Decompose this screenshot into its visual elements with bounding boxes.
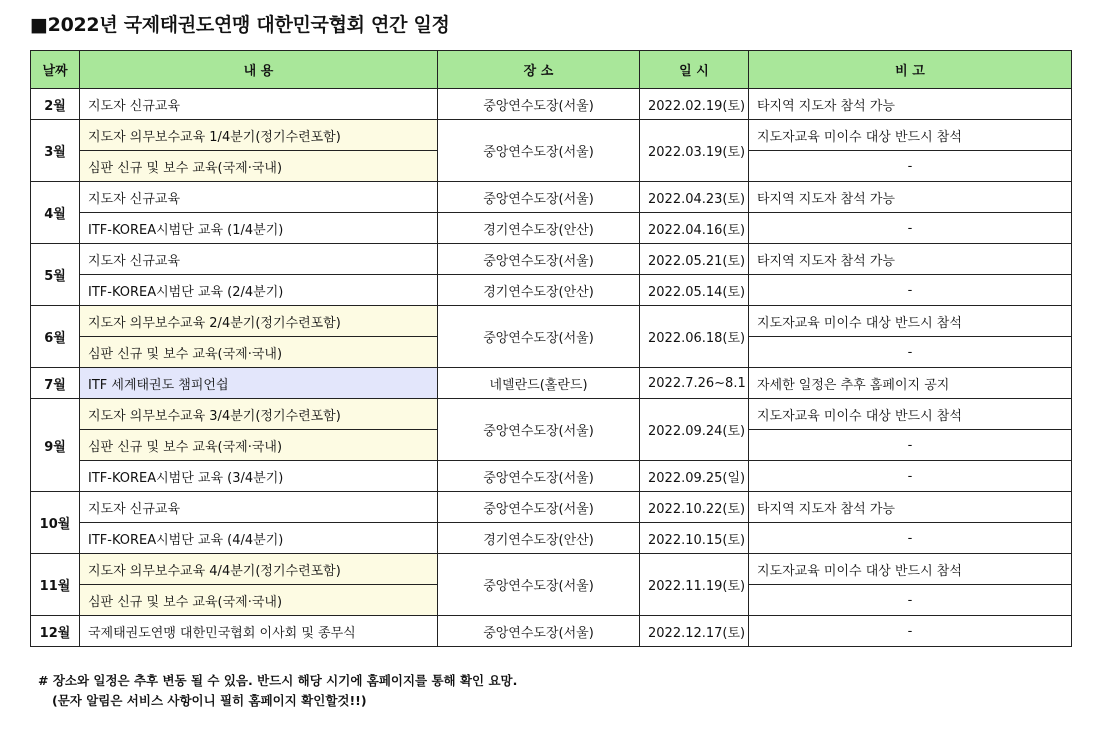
- date-cell: 2022.04.16(토): [640, 213, 749, 244]
- note-cell: -: [749, 430, 1072, 461]
- content-cell: ITF-KOREA시범단 교육 (1/4분기): [80, 213, 438, 244]
- date-cell: 2022.09.25(일): [640, 461, 749, 492]
- table-row: [31, 492, 1072, 523]
- month-cell: 9월: [31, 399, 80, 492]
- place-cell: 중앙연수도장(서울): [438, 244, 640, 275]
- content-cell: 지도자 신규교육: [80, 244, 438, 275]
- date-cell: 2022.02.19(토): [640, 89, 749, 120]
- date-cell: 2022.7.26~8.1: [640, 368, 749, 399]
- month-cell: 6월: [31, 306, 80, 368]
- place-cell: 네델란드(홀란드): [438, 368, 640, 399]
- header-month: 날짜: [31, 51, 80, 89]
- date-cell: 2022.12.17(토): [640, 616, 749, 647]
- note-cell: 타지역 지도자 참석 가능: [749, 182, 1072, 213]
- footnote-line-2: (문자 알림은 서비스 사항이니 필히 홈페이지 확인할것!!): [52, 693, 367, 708]
- content-cell: 심판 신규 및 보수 교육(국제·국내): [80, 151, 438, 182]
- note-cell: 지도자교육 미이수 대상 반드시 참석: [749, 554, 1072, 585]
- content-cell: 국제태권도연맹 대한민국협회 이사회 및 종무식: [80, 616, 438, 647]
- note-cell: -: [749, 275, 1072, 306]
- note-cell: -: [749, 461, 1072, 492]
- date-cell: 2022.10.22(토): [640, 492, 749, 523]
- place-cell: 중앙연수도장(서울): [438, 182, 640, 213]
- place-cell: 중앙연수도장(서울): [438, 120, 640, 182]
- date-cell: 2022.09.24(토): [640, 399, 749, 461]
- note-cell: -: [749, 616, 1072, 647]
- note-cell: 지도자교육 미이수 대상 반드시 참석: [749, 120, 1072, 151]
- date-cell: 2022.04.23(토): [640, 182, 749, 213]
- place-cell: 중앙연수도장(서울): [438, 492, 640, 523]
- schedule-table: [30, 50, 1072, 647]
- footnotes: [38, 671, 517, 711]
- date-cell: 2022.05.14(토): [640, 275, 749, 306]
- header-place: 장 소: [438, 51, 640, 89]
- content-cell: ITF-KOREA시범단 교육 (3/4분기): [80, 461, 438, 492]
- content-cell: 지도자 의무보수교육 2/4분기(정기수련포함): [80, 306, 438, 337]
- content-cell: 지도자 신규교육: [80, 492, 438, 523]
- date-cell: 2022.05.21(토): [640, 244, 749, 275]
- note-cell: 자세한 일정은 추후 홈페이지 공지: [749, 368, 1072, 399]
- table-row: [31, 306, 1072, 337]
- table-row: [31, 399, 1072, 430]
- content-cell: 지도자 의무보수교육 3/4분기(정기수련포함): [80, 399, 438, 430]
- place-cell: 중앙연수도장(서울): [438, 554, 640, 616]
- content-cell: ITF-KOREA시범단 교육 (4/4분기): [80, 523, 438, 554]
- note-cell: 타지역 지도자 참석 가능: [749, 89, 1072, 120]
- note-cell: -: [749, 585, 1072, 616]
- content-cell: 심판 신규 및 보수 교육(국제·국내): [80, 337, 438, 368]
- month-cell: 2월: [31, 89, 80, 120]
- place-cell: 중앙연수도장(서울): [438, 399, 640, 461]
- note-cell: -: [749, 337, 1072, 368]
- month-cell: 11월: [31, 554, 80, 616]
- place-cell: 중앙연수도장(서울): [438, 89, 640, 120]
- table-row: [31, 461, 1072, 492]
- header-note: 비 고: [749, 51, 1072, 89]
- table-row: [31, 120, 1072, 151]
- table-row: [31, 554, 1072, 585]
- note-cell: 타지역 지도자 참석 가능: [749, 492, 1072, 523]
- note-cell: 지도자교육 미이수 대상 반드시 참석: [749, 306, 1072, 337]
- note-cell: 타지역 지도자 참석 가능: [749, 244, 1072, 275]
- table-row: [31, 523, 1072, 554]
- date-cell: 2022.11.19(토): [640, 554, 749, 616]
- table-row: [31, 89, 1072, 120]
- header-row: [31, 51, 1072, 89]
- content-cell: 지도자 의무보수교육 4/4분기(정기수련포함): [80, 554, 438, 585]
- table-row: [31, 244, 1072, 275]
- table-row: [31, 182, 1072, 213]
- place-cell: 경기연수도장(안산): [438, 523, 640, 554]
- date-cell: 2022.10.15(토): [640, 523, 749, 554]
- place-cell: 중앙연수도장(서울): [438, 306, 640, 368]
- header-date: 일 시: [640, 51, 749, 89]
- page-title: ■2022년 국제태권도연맹 대한민국협회 연간 일정: [30, 14, 450, 36]
- content-cell: 지도자 신규교육: [80, 89, 438, 120]
- note-cell: -: [749, 213, 1072, 244]
- header-content: 내 용: [80, 51, 438, 89]
- month-cell: 12월: [31, 616, 80, 647]
- month-cell: 5월: [31, 244, 80, 306]
- month-cell: 7월: [31, 368, 80, 399]
- content-cell: ITF-KOREA시범단 교육 (2/4분기): [80, 275, 438, 306]
- note-cell: 지도자교육 미이수 대상 반드시 참석: [749, 399, 1072, 430]
- footnote-line-1: # 장소와 일정은 추후 변동 될 수 있음. 반드시 해당 시기에 홈페이지를 통해 확인 요망.: [38, 673, 518, 688]
- content-cell: 지도자 의무보수교육 1/4분기(정기수련포함): [80, 120, 438, 151]
- table-row: [31, 368, 1072, 399]
- month-cell: 4월: [31, 182, 80, 244]
- place-cell: 경기연수도장(안산): [438, 275, 640, 306]
- note-cell: -: [749, 523, 1072, 554]
- place-cell: 경기연수도장(안산): [438, 213, 640, 244]
- table-row: [31, 213, 1072, 244]
- content-cell: 지도자 신규교육: [80, 182, 438, 213]
- note-cell: -: [749, 151, 1072, 182]
- month-cell: 3월: [31, 120, 80, 182]
- content-cell: 심판 신규 및 보수 교육(국제·국내): [80, 430, 438, 461]
- content-cell: ITF 세계태권도 챔피언쉽: [80, 368, 438, 399]
- table-row: [31, 616, 1072, 647]
- table-row: [31, 275, 1072, 306]
- date-cell: 2022.03.19(토): [640, 120, 749, 182]
- content-cell: 심판 신규 및 보수 교육(국제·국내): [80, 585, 438, 616]
- month-cell: 10월: [31, 492, 80, 554]
- place-cell: 중앙연수도장(서울): [438, 461, 640, 492]
- date-cell: 2022.06.18(토): [640, 306, 749, 368]
- place-cell: 중앙연수도장(서울): [438, 616, 640, 647]
